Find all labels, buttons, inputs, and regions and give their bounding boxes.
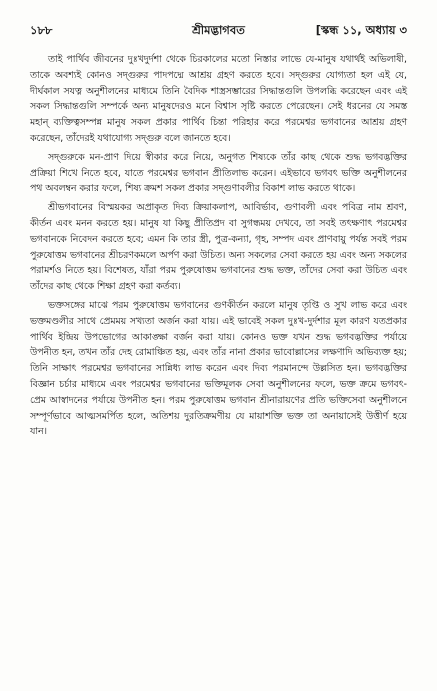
paragraph: শ্রীভগবানের বিস্ময়কর অপ্রাকৃত দিব্য ক্রিয়াকলাপ, আবির্ভাব, গুণাবলী এবং পবিত্র নাম শ্রবণ, কীর্তন এবং মনন করতে হয়। মানুষ যা কিছু প্রীতিপ্রদ বা সুগন্ধময় দেখবে, তা সবই তৎক্ষণাৎ পরমেশ্বর ভগবানকে নিবেদন করতে হবে; এমন কি তার স্ত্রী, পুত্র-কন্যা, গৃহ, সম্পদ এবং প্রাণবায়ু পর্যন্ত সবই পরম পুরুষোত্তম ভগবানের শ্রীচরণকমলে অর্পণ করা উচিত। অন্য সকলের সেবা করতে হয় এবং অন্য সকলের পরামর্শও নিতে হয়। বিশেষত, যাঁরা পরম পুরুষোত্তম ভগবানের শুদ্ধ ভক্ত, তাঁদের সেবা করা উচিত এবং তাঁদের কাছ থেকে শিক্ষা গ্রহণ করা কর্তব্য। [30, 202, 407, 293]
page-number: ১৮৮ [30, 23, 53, 37]
page-header [30, 22, 407, 42]
chapter-location: [স্কন্ধ ১১, অধ্যায় ৩ [315, 23, 407, 37]
paragraph: ভক্তসঙ্গের মাঝে পরম পুরুষোত্তম ভগবানের গুণকীর্তন করলে মানুষ তৃপ্তি ও সুখ লাভ করে এবং ভক্তমণ্ডলীর সাথে প্রেমময় সখ্যতা অর্জন করা যায়। এই ভাবেই সকল দুঃখ-দুর্দশার মূল কারণ যতপ্রকার পার্থিব ইন্দ্রিয় উপভোগের আকাঙ্ক্ষা বর্জন করা যায়। কোনও ভক্ত যখন শুদ্ধ ভগবদ্ভক্তির পর্যায়ে উপনীত হন, তখন তাঁর দেহ রোমাঞ্চিত হয়, এবং তাঁর নানা প্রকার ভাবোল্লাসের লক্ষণাদি অভিব্যক্ত হয়; তিনি সাক্ষাৎ পরমেশ্বর ভগবানের সান্নিধ্য লাভ করেন এবং দিব্য পরমানন্দে উল্লসিত হন। ভগবদ্ভক্তির বিজ্ঞান চর্চার মাধ্যমে এবং পরমেশ্বর ভগবানের ভক্তিমূলক সেবা অনুশীলনের ফলে, ভক্ত ক্রমে ভগবৎ-প্রেম আস্বাদনের পর্যায়ে উপনীত হন। পরম পুরুষোত্তম ভগবান শ্রীনারায়ণের প্রতি ভক্তিসেবা অনুশীলনে সম্পূর্ণভাবে আত্মসমর্পিত হলে, অতিশয় দুরতিক্রমণীয় যে মায়াশক্তি ভক্ত তা অনায়াসেই উত্তীর্ণ হয়ে যান। [30, 299, 407, 438]
paragraph: সদ্গুরুকে মন-প্রাণ দিয়ে স্বীকার করে নিয়ে, অনুগত শিষ্যকে তাঁর কাছ থেকে শুদ্ধ ভগবদ্ভক্তির প্রক্রিয়া শিখে নিতে হবে, যাতে পরমেশ্বর ভগবান প্রীতিলাভ করেন। এইভাবে ভগবৎ ভক্তি অনুশীলনের পথ অবলম্বন করার ফলে, শিষ্য ক্রমশ সকল প্রকার সদ্গুণাবলীর বিকাশ লাভ করতে থাকে। [30, 151, 407, 195]
page-body [30, 52, 407, 443]
book-title: শ্রীমদ্ভাগবত [192, 23, 245, 37]
paragraph: তাই পার্থিব জীবনের দুঃখদুর্দশা থেকে চিরকালের মতো নিস্তার লাভে যে-মানুষ যথার্থই অভিলাষী, তাকে অবশ্যই কোনও সদ্গুরুর পাদপদ্মে আশ্রয় গ্রহণ করতে হবে। সদ্গুরুর যোগ্যতা হল এই যে, দীর্ঘকাল সযত্ন অনুশীলনের মাধ্যমে তিনি বৈদিক শাস্ত্রসম্ভারের সিদ্ধান্তগুলি উপলব্ধি করেছেন এবং এই সকল সিদ্ধান্তগুলি সম্পর্কে অন্য মানুষদেরও মনে বিশ্বাস সৃষ্টি করতে পেরেছেন। সেই ধরনের যে সমস্ত মহান্ ব্যক্তিত্বসম্পন্ন মানুষ সকল প্রকার পার্থিব চিন্তা পরিহার করে পরমেশ্বর ভগবানের আশ্রয় গ্রহণ করেছেন, তাঁদেরই যথাযোগ্য সদ্গুরু বলে জানতে হবে। [30, 54, 407, 144]
